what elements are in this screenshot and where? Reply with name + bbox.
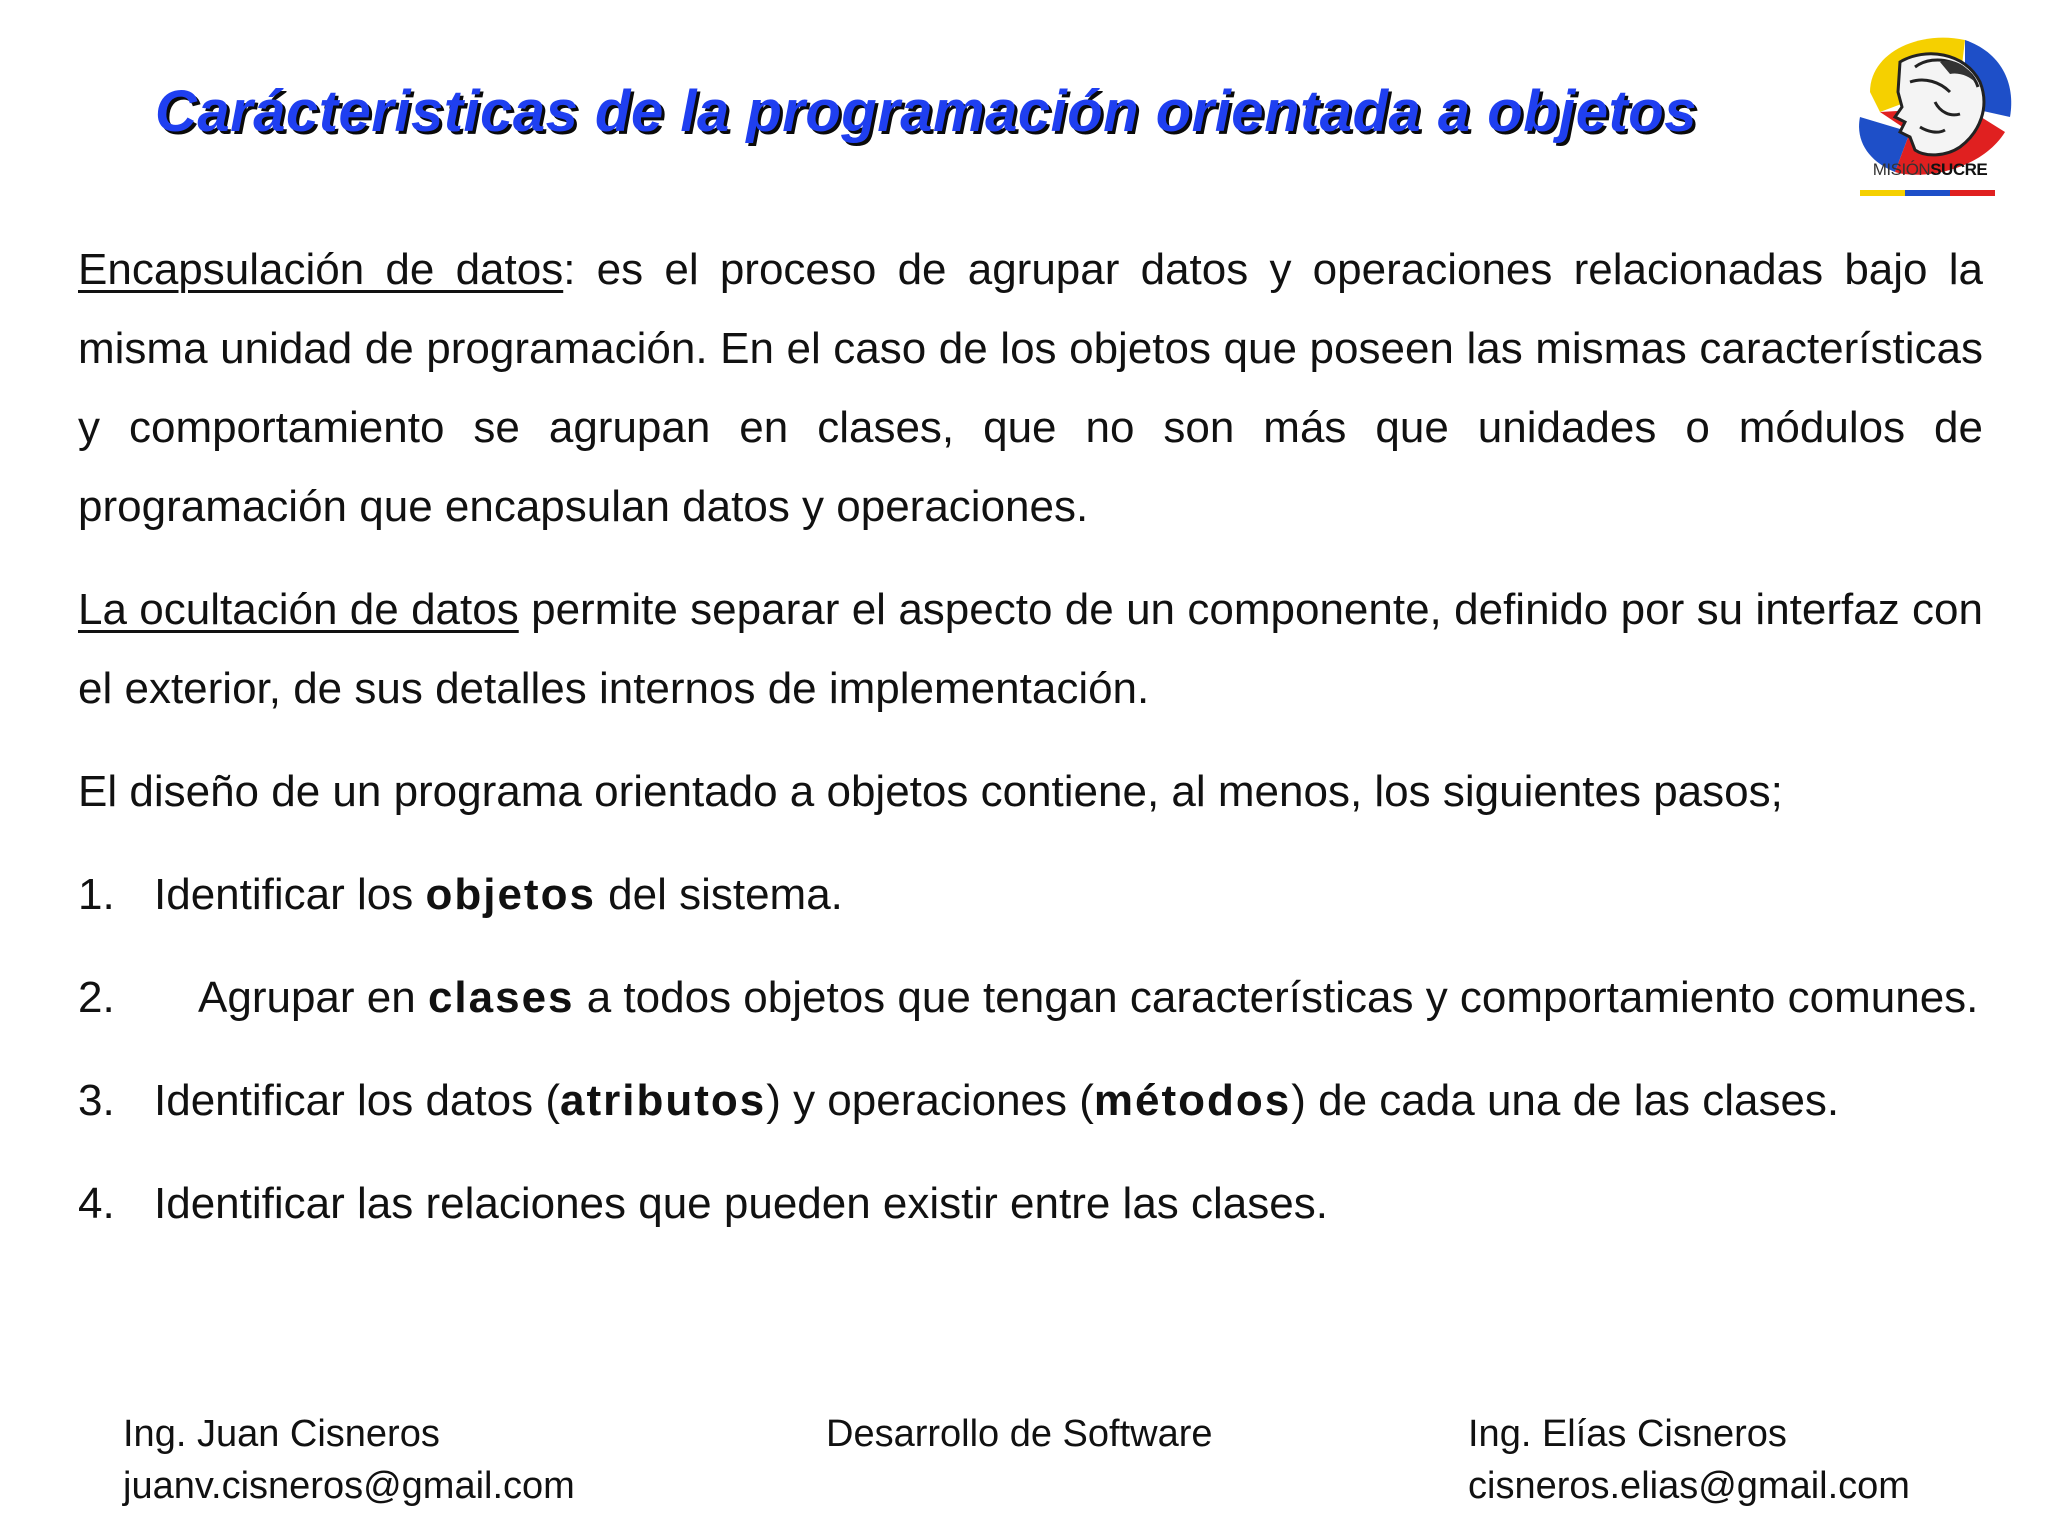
list-item [78, 958, 1983, 1037]
list-text: ) y operaciones ( [766, 1076, 1094, 1125]
list-text: Identificar los datos ( [154, 1076, 560, 1125]
keyword: métodos [1093, 1076, 1292, 1125]
keyword: objetos [425, 870, 596, 919]
list-text: ) de cada una de las clases. [1291, 1076, 1840, 1125]
course-name: Desarrollo de Software [826, 1413, 1213, 1455]
slide-body [78, 230, 1983, 1267]
author-email: cisneros.elias@gmail.com [1468, 1465, 1910, 1507]
logo-text-light: MISIÓN [1872, 160, 1931, 179]
author-name: Ing. Elías Cisneros [1468, 1413, 1787, 1455]
term-hiding: La ocultación de datos [78, 585, 519, 634]
list-number: 3. [78, 1076, 115, 1125]
list-text: Identificar los [154, 870, 426, 919]
list-number: 4. [78, 1179, 115, 1228]
list-number: 2. [78, 973, 115, 1022]
footer-left [123, 1408, 575, 1512]
paragraph-encapsulation [78, 230, 1983, 546]
list-item [78, 1061, 1983, 1140]
logo-wordmark [1850, 160, 2010, 180]
logo-text-bold: SUCRE [1930, 160, 1988, 179]
author-name: Ing. Juan Cisneros [123, 1413, 440, 1455]
list-text: del sistema. [595, 870, 843, 919]
paragraph-hiding-text: permite separar el aspecto de un componente, definido por su interfaz con el exterior, de sus detalles internos de implementación. [78, 585, 1984, 713]
footer-right [1468, 1408, 1910, 1512]
author-email: juanv.cisneros@gmail.com [123, 1465, 575, 1507]
list-text: Agrupar en [198, 973, 428, 1022]
list-item [78, 855, 1983, 934]
paragraph-hiding [78, 570, 1983, 728]
paragraph-encapsulation-text: : es el proceso de agrupar datos y operaciones relacionadas bajo la misma unidad de programación. En el caso de los objetos que poseen las mismas características y comportamiento se agrupan en clases, que no son más que unidades o módulos de programación que encapsulan datos y operaciones. [78, 245, 1983, 531]
list-number: 1. [78, 870, 115, 919]
keyword: atributos [559, 1076, 767, 1125]
slide-title: Carácteristicas de la programación orientada a objetos [155, 79, 1697, 144]
term-encapsulation: Encapsulación de datos [78, 245, 564, 294]
keyword: clases [427, 973, 575, 1022]
paragraph-design: El diseño de un programa orientado a objetos contiene, al menos, los siguientes pasos; [78, 767, 1783, 816]
list-text: a todos objetos que tengan características y comportamiento comunes. [574, 973, 1979, 1022]
list-text: Identificar las relaciones que pueden existir entre las clases. [154, 1179, 1328, 1228]
list-item [78, 1164, 1983, 1243]
footer-center [826, 1408, 1213, 1460]
